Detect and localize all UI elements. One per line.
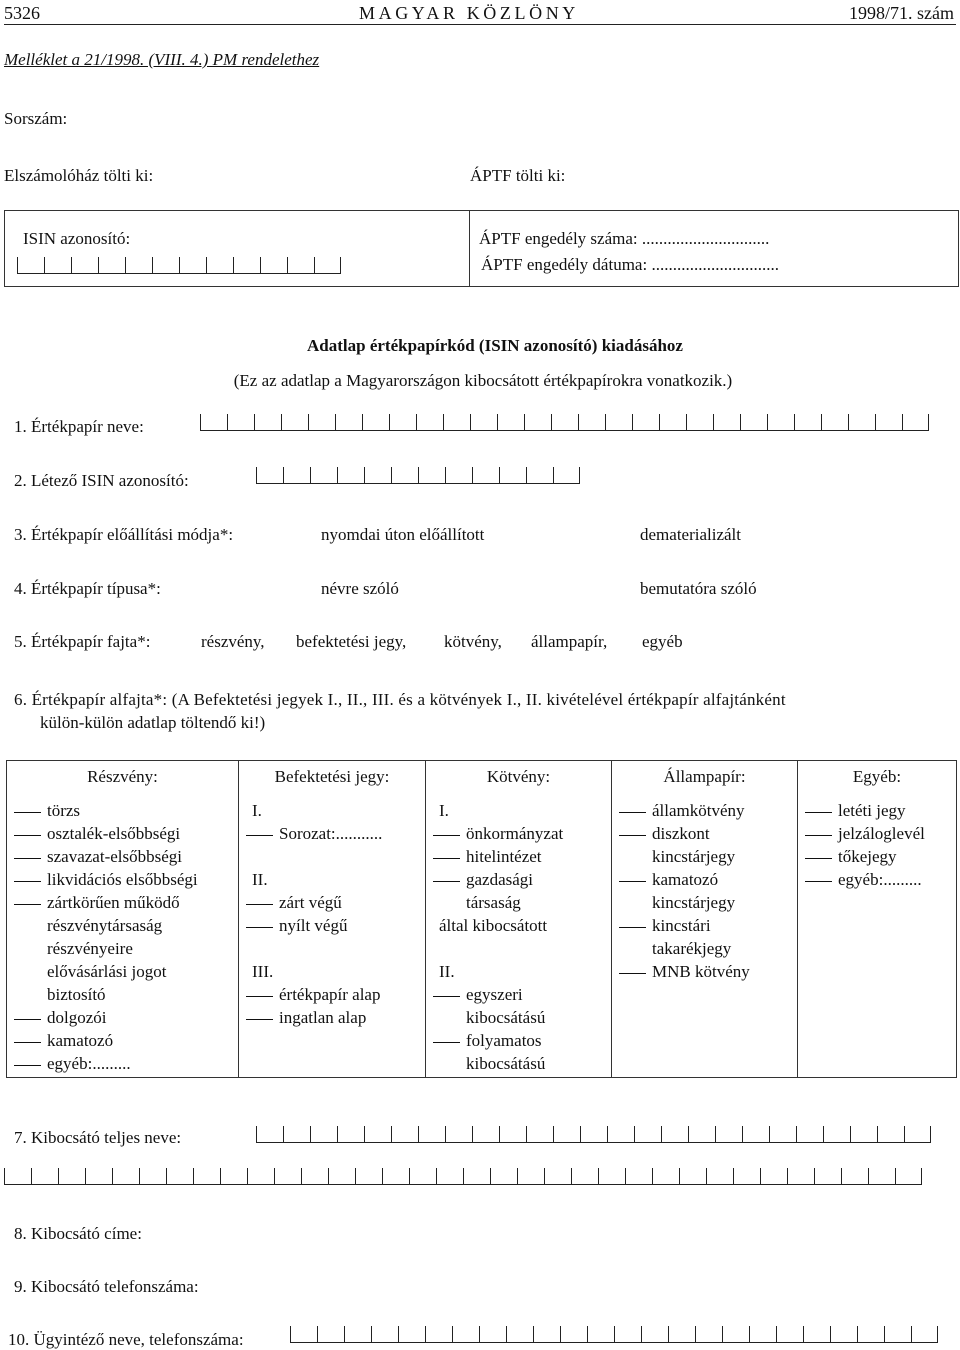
checkbox-dash-icon[interactable] [14,812,41,813]
subtype-option-label: II. [252,870,268,889]
aptf-label: ÁPTF tölti ki: [470,166,566,185]
subtype-option-label: által kibocsátott [439,916,548,935]
subtype-option-label: hitelintézet [466,847,542,866]
q2-label: 2. Létező ISIN azonosító: [14,471,189,490]
subtype-option[interactable] [427,868,610,891]
subtype-option-label: takarékjegy [652,939,732,958]
subtype-option[interactable] [240,891,424,914]
subtype-option[interactable] [427,822,610,845]
subtype-option [427,914,610,937]
checkbox-dash-icon[interactable] [433,858,460,859]
subtype-option-label: kincstárjegy [652,893,736,912]
subtype-option[interactable] [427,983,610,1006]
subtype-header: Kötvény: [426,761,612,794]
checkbox-dash-icon[interactable] [14,881,41,882]
subtype-option [8,937,237,960]
registration-box [4,210,959,287]
subtype-option-label: likvidációs elsőbbségi [47,870,198,889]
subtype-option[interactable] [799,799,955,822]
q5-label: 5. Értékpapír fajta*: [14,632,151,651]
subtype-option[interactable] [799,845,955,868]
subtype-option-label: I. [439,801,449,820]
serial-label: Sorszám: [4,109,68,128]
subtype-option[interactable] [8,1029,237,1052]
subtype-option-label: Sorozat:........... [279,824,383,843]
q6-note: külön-külön adatlap töltendő ki!) [40,713,266,732]
checkbox-dash-icon[interactable] [14,904,41,905]
subtype-option[interactable] [427,1029,610,1052]
q7-label: 7. Kibocsátó teljes neve: [14,1128,182,1147]
subtype-option[interactable] [613,960,796,983]
q5-option-bond[interactable]: kötvény, [444,632,502,651]
subtype-option-label: kibocsátású [466,1008,546,1027]
q7-input-comb-2[interactable] [4,1168,922,1185]
q8-label: 8. Kibocsátó címe: [14,1224,142,1243]
q5-option-share[interactable]: részvény, [201,632,265,651]
checkbox-dash-icon[interactable] [14,1042,41,1043]
subtype-option-label: nyílt végű [279,916,348,935]
journal-title: MAGYAR KÖZLÖNY [359,3,579,23]
subtype-option [8,983,237,1006]
col-allampapir [612,793,798,1078]
subtype-option[interactable] [427,845,610,868]
q2-input-comb[interactable] [256,467,580,484]
subtype-option [427,1052,610,1075]
q1-label: 1. Értékpapír neve: [14,417,144,436]
checkbox-dash-icon[interactable] [433,881,460,882]
box-divider [469,211,470,286]
subtype-option [240,868,424,891]
subtype-option[interactable] [8,891,237,914]
checkbox-dash-icon[interactable] [246,1019,273,1020]
checkbox-dash-icon[interactable] [14,1019,41,1020]
subtype-header: Befektetési jegy: [239,761,426,794]
subtype-option-label: önkormányzat [466,824,564,843]
checkbox-dash-icon[interactable] [14,835,41,836]
subtype-option[interactable] [799,822,955,845]
q4-option-registered[interactable]: névre szóló [321,579,399,598]
subtype-option [240,799,424,822]
subtype-option-label: értékpapír alap [279,985,381,1004]
subtype-option-label: dolgozói [47,1008,107,1027]
checkbox-dash-icon[interactable] [805,858,832,859]
checkbox-dash-icon[interactable] [805,835,832,836]
subtype-option[interactable] [240,914,424,937]
subtype-header: Állampapír: [612,761,798,794]
subtype-header-row [7,761,957,794]
checkbox-dash-icon[interactable] [433,996,460,997]
subtype-option-label: részvényeire [47,939,133,958]
checkbox-dash-icon[interactable] [246,835,273,836]
page-header [4,2,956,25]
subtype-option-label: biztosító [47,985,106,1004]
subtype-option-label: egyéb:......... [47,1054,131,1073]
checkbox-dash-icon[interactable] [14,1065,41,1066]
q3-option-printed[interactable]: nyomdai úton előállított [321,525,485,544]
subtype-header: Egyéb: [798,761,957,794]
subtype-option-label: osztalék-elsőbbségi [47,824,181,843]
form-title: Adatlap értékpapírkód (ISIN azonosító) kiadásához [307,336,683,355]
checkbox-dash-icon[interactable] [246,996,273,997]
q6-label: 6. Értékpapír alfajta*: (A Befektetési jegyek I., II., III. és a kötvények I., II. kivételével értékpapír alfajtánként [14,690,786,709]
subtype-option [427,960,610,983]
subtype-option-label: II. [439,962,455,981]
checkbox-dash-icon[interactable] [805,881,832,882]
q7-input-comb-1[interactable] [256,1126,931,1143]
subtype-option-label: jelzáloglevél [838,824,925,843]
checkbox-dash-icon[interactable] [619,881,646,882]
subtype-option-label: ingatlan alap [279,1008,367,1027]
col-befektetesi [239,793,426,1078]
subtype-option-label: III. [252,962,274,981]
subtype-option-label: társaság [466,893,521,912]
checkbox-dash-icon[interactable] [619,927,646,928]
subtype-option [427,937,610,960]
subtype-option[interactable] [8,822,237,845]
subtype-option[interactable] [240,983,424,1006]
subtype-option-label: kincstárjegy [652,847,736,866]
subtype-option[interactable] [8,799,237,822]
subtype-option-label: tőkejegy [838,847,897,866]
col-reszveny [7,793,239,1078]
subtype-option-label: törzs [47,801,81,820]
subtype-option-label: kamatozó [47,1031,114,1050]
isin-label: ISIN azonosító: [23,229,131,248]
q5-option-investment-unit[interactable]: befektetési jegy, [296,632,407,651]
subtype-option [240,960,424,983]
subtype-option[interactable] [8,845,237,868]
subtype-option-label [466,939,470,958]
subtype-option-label: diszkont [652,824,710,843]
subtype-option [8,960,237,983]
subtype-header: Részvény: [7,761,239,794]
subtype-option-label: I. [252,801,262,820]
subtype-option[interactable] [613,868,796,891]
checkbox-dash-icon[interactable] [14,858,41,859]
subtype-option[interactable] [613,914,796,937]
subtype-option-label: zártkörűen működő [47,893,180,912]
form-subtitle: (Ez az adatlap a Magyarországon kibocsátott értékpapírokra vonatkozik.) [233,371,733,390]
checkbox-dash-icon[interactable] [805,812,832,813]
checkbox-dash-icon[interactable] [619,973,646,974]
subtype-option-label [279,847,283,866]
aptf-license-date[interactable]: ÁPTF engedély dátuma: .............................. [481,255,779,274]
checkbox-dash-icon[interactable] [433,1042,460,1043]
subtype-option-label [279,939,283,958]
subtype-option [613,891,796,914]
clearing-house-label: Elszámolóház tölti ki: [4,166,154,185]
q9-label: 9. Kibocsátó telefonszáma: [14,1277,199,1296]
subtype-option-label: kamatozó [652,870,719,889]
checkbox-dash-icon[interactable] [433,835,460,836]
subtype-option [427,799,610,822]
subtype-option-label: egyéb:......... [838,870,922,889]
q4-option-bearer[interactable]: bemutatóra szóló [640,579,757,598]
subtype-body-row [7,793,957,1078]
subtype-option-label: gazdasági [466,870,534,889]
subtype-option [427,891,610,914]
aptf-license-number[interactable]: ÁPTF engedély száma: .............................. [479,229,770,248]
q5-option-government-security[interactable]: állampapír, [531,632,608,651]
subtype-option-label: kincstári [652,916,711,935]
subtype-option[interactable] [613,822,796,845]
subtype-option-label: államkötvény [652,801,745,820]
subtype-option-label: MNB kötvény [652,962,750,981]
q1-input-comb[interactable] [200,414,929,431]
subtype-option[interactable] [240,822,424,845]
subtype-option [8,914,237,937]
subtype-table [6,760,957,1078]
subtype-option [613,845,796,868]
q5-option-other[interactable]: egyéb [642,632,683,651]
subtype-option-label: egyszeri [466,985,523,1004]
q10-label: 10. Ügyintéző neve, telefonszáma: [8,1330,244,1349]
issue-number: 1998/71. szám [849,3,954,23]
q10-input-comb[interactable] [290,1326,938,1343]
col-kotveny [426,793,612,1078]
checkbox-dash-icon[interactable] [619,812,646,813]
col-egyeb [798,793,957,1078]
subtype-option-label: zárt végű [279,893,342,912]
page-number: 5326 [4,3,40,23]
subtype-option[interactable] [8,1052,237,1075]
subtype-option-label: kibocsátású [466,1054,546,1073]
checkbox-dash-icon[interactable] [246,927,273,928]
checkbox-dash-icon[interactable] [619,835,646,836]
subtype-option[interactable] [240,1006,424,1029]
subtype-option-label: részvénytársaság [47,916,163,935]
subtype-option[interactable] [8,1006,237,1029]
subtype-option-label: folyamatos [466,1031,542,1050]
q3-option-dematerialized[interactable]: dematerializált [640,525,741,544]
subtype-option-label: letéti jegy [838,801,906,820]
q3-label: 3. Értékpapír előállítási módja*: [14,525,234,544]
checkbox-dash-icon[interactable] [246,904,273,905]
subtype-option-label: elővásárlási jogot [47,962,167,981]
subtype-option [613,937,796,960]
subtype-option[interactable] [613,799,796,822]
q4-label: 4. Értékpapír típusa*: [14,579,161,598]
subtype-option[interactable] [799,868,955,891]
subtype-option[interactable] [8,868,237,891]
subtype-option [427,1006,610,1029]
annex-title: Melléklet a 21/1998. (VIII. 4.) PM rendelethez [4,50,320,69]
subtype-option [240,845,424,868]
subtype-option [240,937,424,960]
isin-input-comb[interactable] [17,257,341,274]
subtype-option-label: szavazat-elsőbbségi [47,847,182,866]
